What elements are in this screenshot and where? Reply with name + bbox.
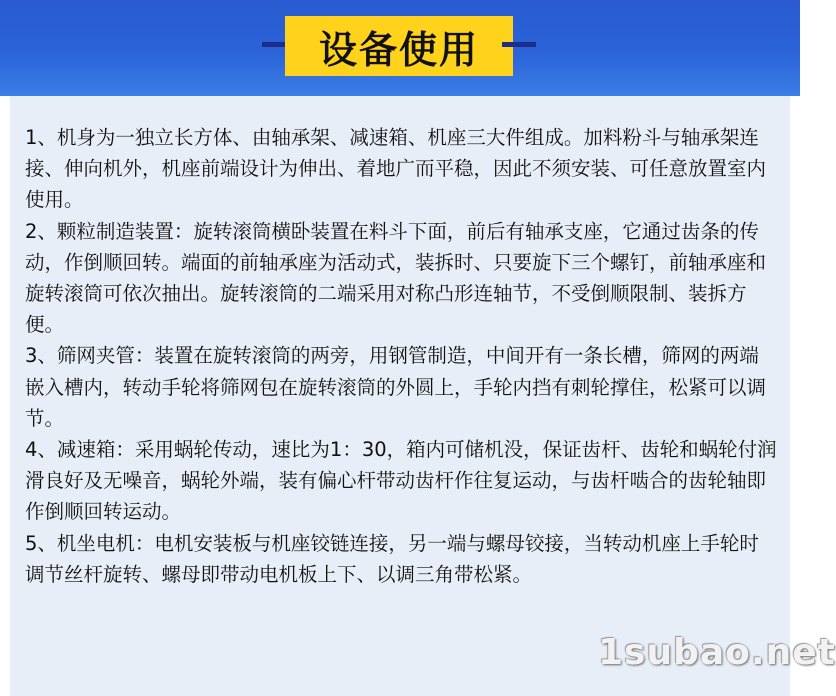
paragraph-3: 3、筛网夹管：装置在旋转滚筒的两旁，用钢管制造，中间开有一条长槽，筛网的两端嵌入槽内，转动手轮将筛网包在旋转滚筒的外圆上，手轮内挡有刺轮撑住，松紧可以调节。 (25, 344, 767, 430)
paragraph-1: 1、机身为一独立长方体、由轴承架、减速箱、机座三大件组成。加料粉斗与轴承架连接、伸向机外，机座前端设计为伸出、着地广而平稳，因此不须安装、可任意放置室内使用。 (25, 126, 767, 212)
watermark: 1subao.net (598, 632, 836, 673)
title-decoration-right (502, 42, 536, 47)
header-band (0, 0, 800, 96)
usage-content (25, 122, 777, 590)
page-title: 设备使用 (318, 27, 479, 72)
paragraph-5: 5、机坐电机：电机安装板与机座铰链连接，另一端与螺母铰接，当转动机座上手轮时调节丝杆旋转、螺母即带动电机板上下、以调三角带松紧。 (25, 531, 759, 586)
paragraph-2: 2、颗粒制造装置：旋转滚筒横卧装置在料斗下面，前后有轴承支座，它通过齿条的传动，作倒顺回转。端面的前轴承座为活动式，装拆时、只要旋下三个螺钉，前轴承座和旋转滚筒可依次抽出。旋转滚筒的二端采用对称凸形连轴节，不受倒顺限制、装拆方便。 (25, 219, 767, 337)
paragraph-4: 4、减速箱：采用蜗轮传动，速比为1：30，箱内可储机没，保证齿杆、齿轮和蜗轮付润滑良好及无噪音，蜗轮外端，装有偏心杆带动齿杆作往复运动，与齿杆啮合的齿轮轴即作倒顺回转运动。 (25, 438, 777, 524)
title-box (285, 16, 513, 76)
